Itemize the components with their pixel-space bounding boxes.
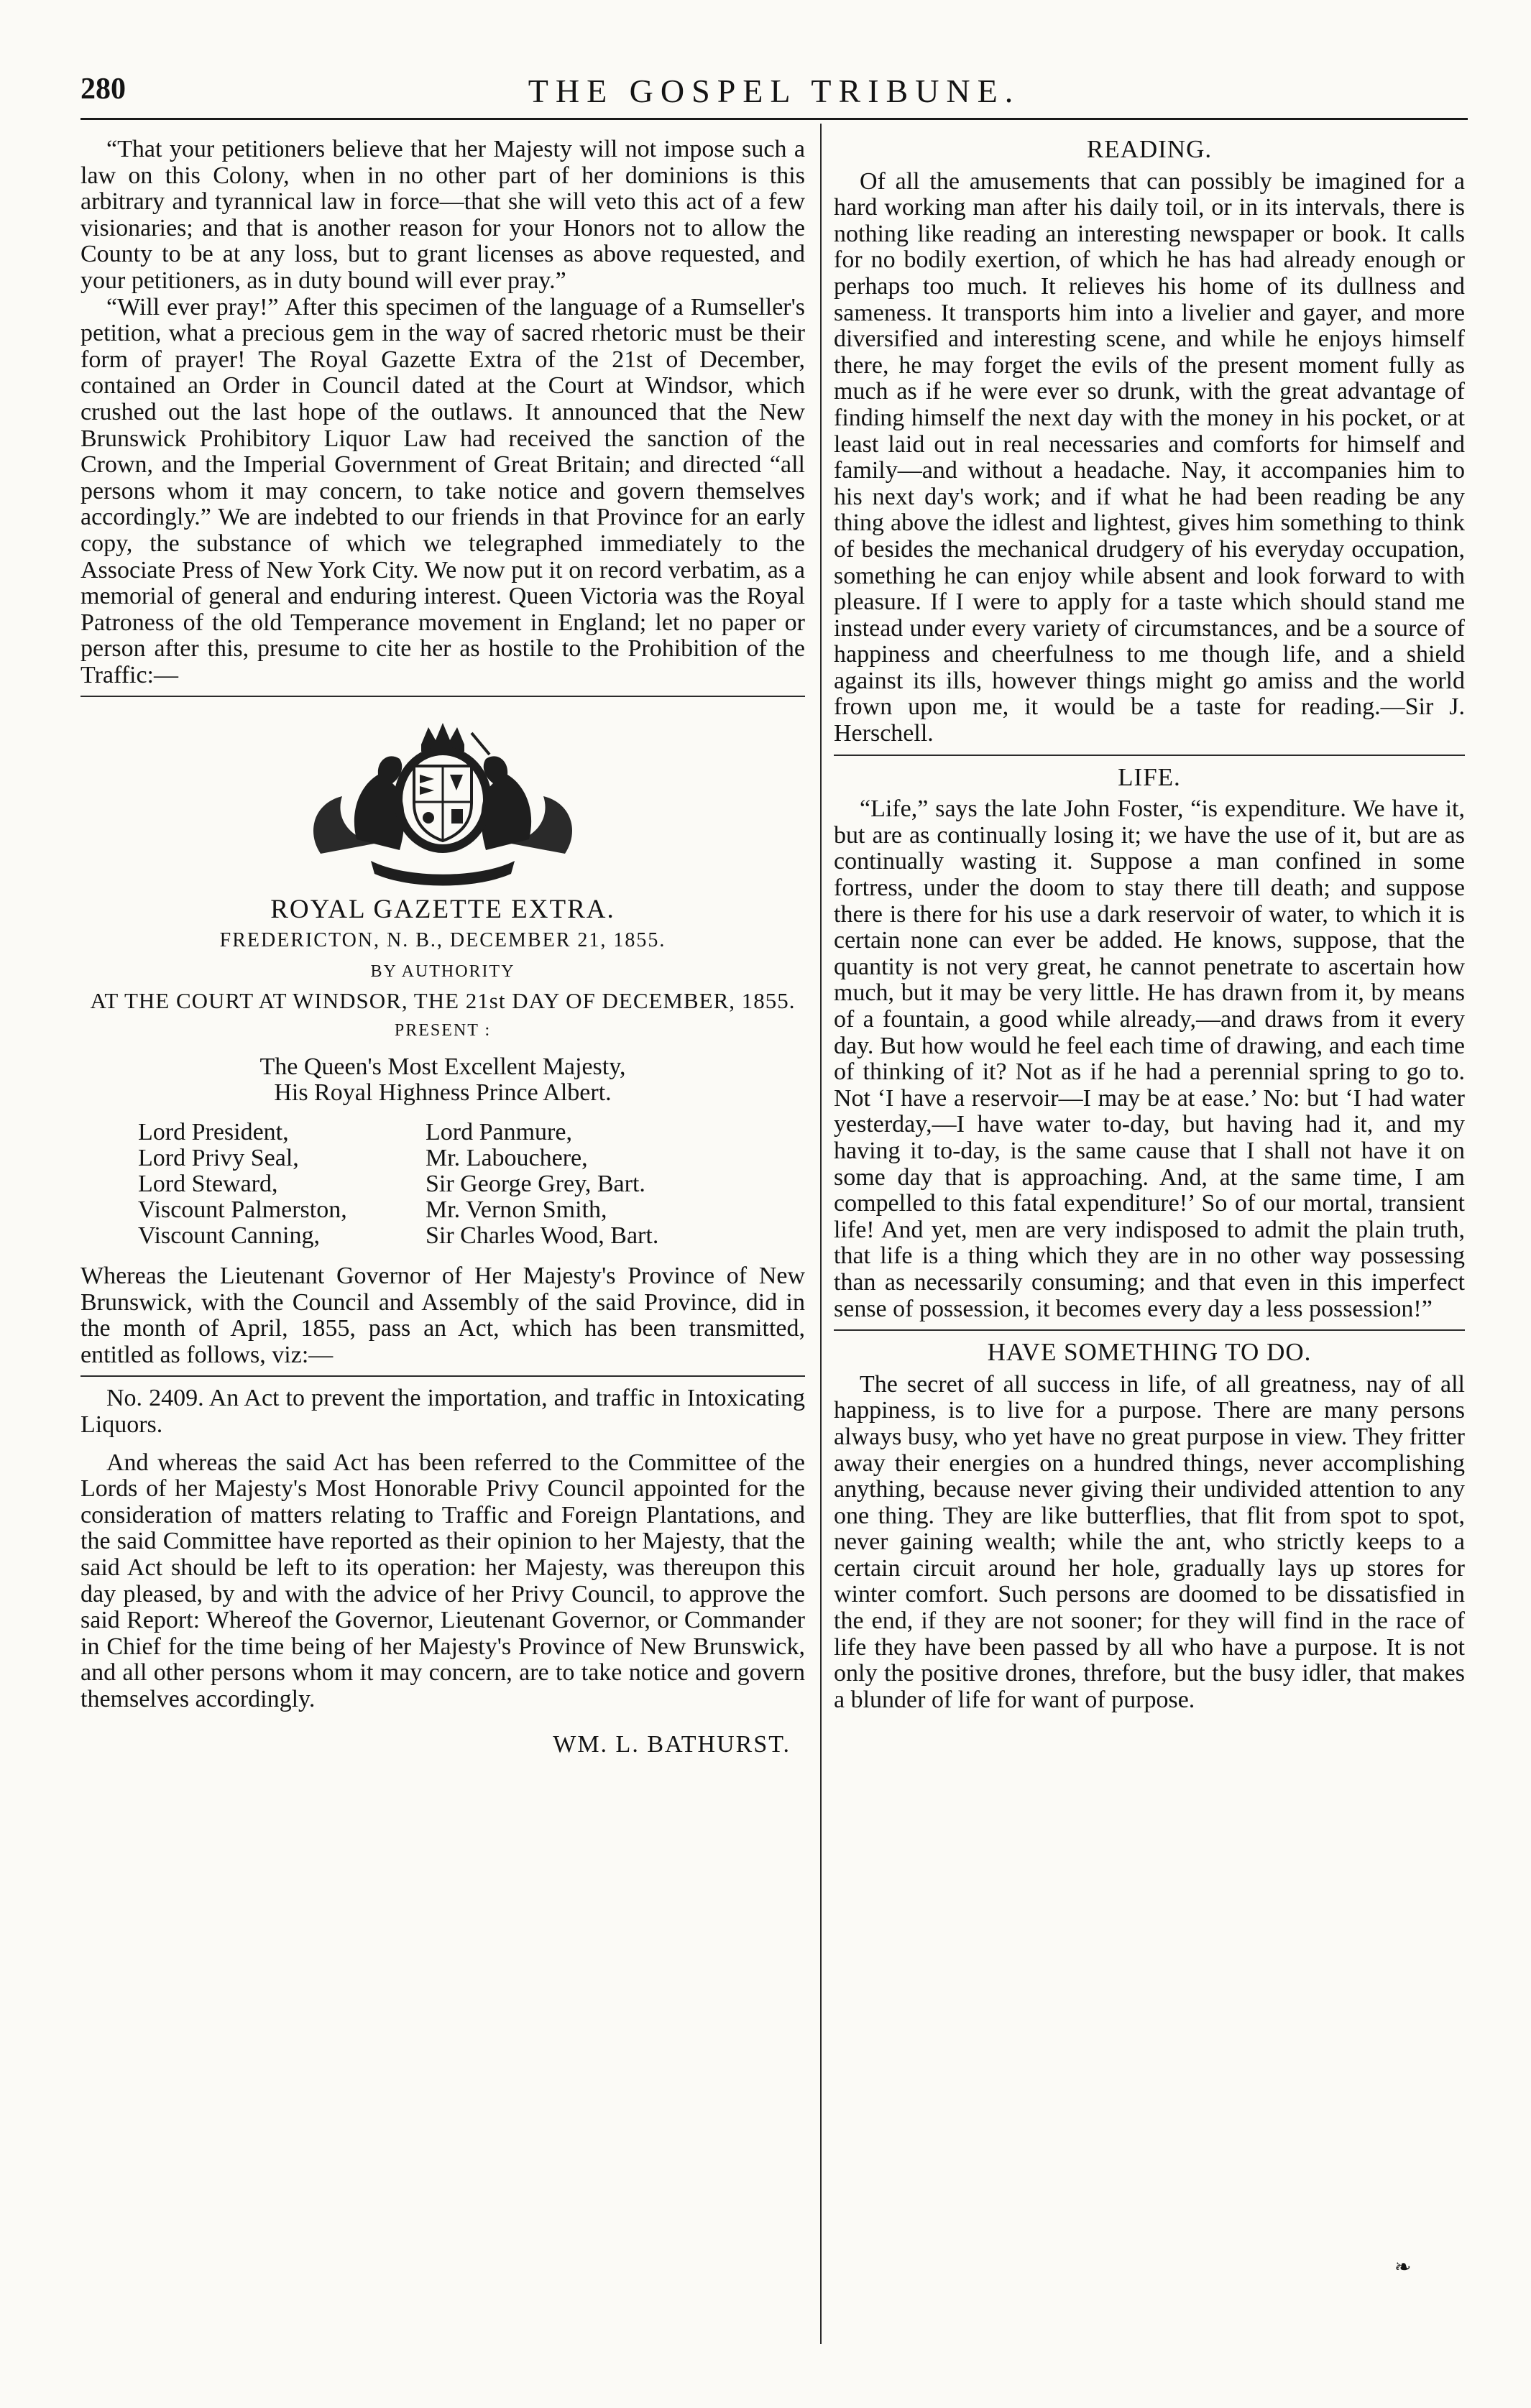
court-line: AT THE COURT AT WINDSOR, THE 21st DAY OF DECEMBER, 1855. — [90, 988, 796, 1014]
attendee-list — [138, 1120, 805, 1249]
journal-title: THE GOSPEL TRIBUNE. — [528, 73, 1021, 109]
have-something-paragraph: The secret of all success in life, of all greatness, nay of all happiness, is to live for a purpose. There are many persons always busy, who yet have no great purpose in view. They fritter away their energies on a hundred things, never accomplishing anything, because never giving their undivided attention to any one thing. They are like butterflies, that flit from spot to spot, never gaining wealth; while the ant, who strictly keeps to a certain circuit around her hole, gradually lays up stores for winter comfort. Such persons are doomed to be dissatisfied in the end, if they are not sooner; for they will find in the race of life they have been passed by all who have a purpose. It is not only the positive drones, threfore, but the busy idler, that makes a blunder of life for want of purpose. — [834, 1370, 1465, 1713]
attendee: Lord Steward, — [138, 1171, 278, 1198]
page-header — [81, 72, 1468, 116]
act-paragraph: No. 2409. An Act to prevent the importation, and traffic in Intoxicating Liquors. — [81, 1385, 805, 1438]
reading-heading: READING. — [1086, 135, 1213, 163]
life-paragraph: “Life,” says the late John Foster, “is expenditure. We have it, but are as continually losing it; we have the use of it, but are as continually wasting it. Suppose a man confined in some fortress, under the doom to stay there till death; and suppose there is there for his use a dark reservoir of water, to which it is certain none can ever be added. He knows, suppose, that the quantity is not very great, he cannot penetrate to ascertain how much, but it may be very little. He has drawn from it, by means of a fountain, a good while already,—and draws from it every day. But how would he feel each time of drawing, and each time of thinking of it? Not as if he had a perennial spring to go to. Not ‘I have a reservoir—I may be at ease.’ No: but ‘I had water yesterday,—I have water to-day, but having had it, and my having it to-day, is the same cause that I shall not have it on some day that is approaching. And, at the same time, I am compelled to this fatal expenditure!’ So of our mortal, transient life! And yet, men are very indisposed to admit the plain truth, that life is a thing which they are in no other way possessing than as necessarily consuming; and that even in this imperfect sense of possession, it becomes every day a less possession!” — [834, 795, 1465, 1322]
left-column — [81, 137, 805, 1758]
royals-line-1: The Queen's Most Excellent Majesty, — [259, 1053, 626, 1080]
right-column — [834, 137, 1465, 1713]
gazette-title: ROYAL GAZETTE EXTRA. — [270, 895, 615, 925]
attendee: Viscount Canning, — [138, 1222, 320, 1250]
attendee: Sir George Grey, Bart. — [426, 1171, 645, 1198]
header-rule — [81, 118, 1468, 120]
attendee: Mr. Vernon Smith, — [426, 1196, 607, 1224]
section-rule — [834, 1329, 1465, 1331]
royal-coat-of-arms-icon — [292, 717, 594, 890]
reading-paragraph: Of all the amusements that can possibly be imagined for a hard working man after his daily toil, or in its intervals, there is nothing like reading an interesting newspaper or book. It calls for no bodily exertion, of which he has had already enough or perhaps too much. It relieves his home of its dullness and sameness. It transports him into a livelier and gayer, and more diversified and interesting scene, and while he enjoys himself there, he may forget the evils of the present moment fully as much as if he were ever so drunk, with the great advantage of finding himself the next day with the money in his pocket, or at least laid out in real necessaries and comforts for himself and family—and without a headache. Nay, it accompanies him to his next day's work; and if what he had been reading be any thing above the idlest and lightest, gives him something to think of besides the mechanical drudgery of his everyday occupation, something he can enjoy while absent and look forward to with pleasure. If I were to apply for a taste which should stand me instead under every variety of circumstances, and be a source of happiness and cheerfulness to me though life, and a shield against its ills, however things might go amiss and the world frown upon me, it would be a taste for reading.—Sir J. Herschell. — [834, 167, 1465, 747]
section-rule — [81, 1375, 805, 1377]
column-divider — [820, 124, 822, 2344]
attendee: Lord Panmure, — [426, 1119, 572, 1146]
have-something-heading: HAVE SOMETHING TO DO. — [987, 1338, 1312, 1367]
gazette-authority: BY AUTHORITY — [370, 961, 515, 981]
printer-ornament-icon: ❧ — [1394, 2256, 1412, 2279]
section-rule — [81, 696, 805, 697]
attendee: Lord Privy Seal, — [138, 1145, 299, 1172]
commentary-paragraph: “Will ever pray!” After this specimen of the language of a Rumseller's petition, what a precious gem in the way of sacred rhetoric must be their form of prayer! The Royal Gazette Extra of the 21st of December, contained an Order in Council dated at the Court at Windsor, which crushed out the last hope of the outlaws. It announced that the New Brunswick Prohibitory Liquor Law had received the sanction of the Crown, and the Imperial Government of Great Britain; and directed “all persons whom it may concern, to take notice and govern themselves accordingly.” We are indebted to our friends in that Province for an early copy, the substance of which we telegraphed immediately to the Associate Press of New York City. We now put it on record verbatim, as a memorial of general and enduring interest. Queen Victoria was the Royal Patroness of the old Temperance movement in England; let no paper or person after this, presume to cite her as hostile to the Prohibition of the Traffic:— — [81, 293, 805, 688]
gazette-place-date: FREDERICTON, N. B., DECEMBER 21, 1855. — [219, 929, 666, 952]
order-paragraph: And whereas the said Act has been referred to the Committee of the Lords of her Majesty's Most Honorable Privy Council appointed for the consideration of matters relating to Traffic and Foreign Plantations, and the said Committee have reported as their opinion to her Majesty, that the said Act should be left to its operation: her Majesty, was thereupon this day pleased, by and with the advice of her Privy Council, to approve the said Report: Whereof the Governor, Lieutenant Governor, or Commander in Chief for the time being of her Majesty's Province of New Brunswick, and all other persons whom it may concern, are to take notice and govern themselves accordingly. — [81, 1449, 805, 1712]
petition-quote: “That your petitioners believe that her Majesty will not impose such a law on this Colony, when in no other part of her dominions is this arbitrary and tyrannical law in force—that she will veto this act of a few visionaries; and that is another reason for your Honors not to allow the County to be at any loss, but to grant licenses as above requested, and your petitioners, as in duty bound will ever pray.” — [81, 136, 805, 294]
page-number: 280 — [81, 73, 126, 106]
present-label: PRESENT : — [394, 1021, 492, 1041]
attendee: Lord President, — [138, 1119, 289, 1146]
section-rule — [834, 755, 1465, 756]
attendee: Sir Charles Wood, Bart. — [426, 1222, 659, 1250]
whereas-paragraph: Whereas the Lieutenant Governor of Her Majesty's Province of New Brunswick, with the Council and Assembly of the said Province, did in the month of April, 1855, pass an Act, which has been transmitted, entitled as follows, viz:— — [81, 1263, 805, 1368]
life-heading: LIFE. — [1118, 762, 1181, 791]
attendee: Mr. Labouchere, — [426, 1145, 588, 1172]
signature: WM. L. BATHURST. — [553, 1730, 791, 1758]
royals-line-2: His Royal Highness Prince Albert. — [274, 1079, 612, 1107]
attendee: Viscount Palmerston, — [138, 1196, 347, 1224]
